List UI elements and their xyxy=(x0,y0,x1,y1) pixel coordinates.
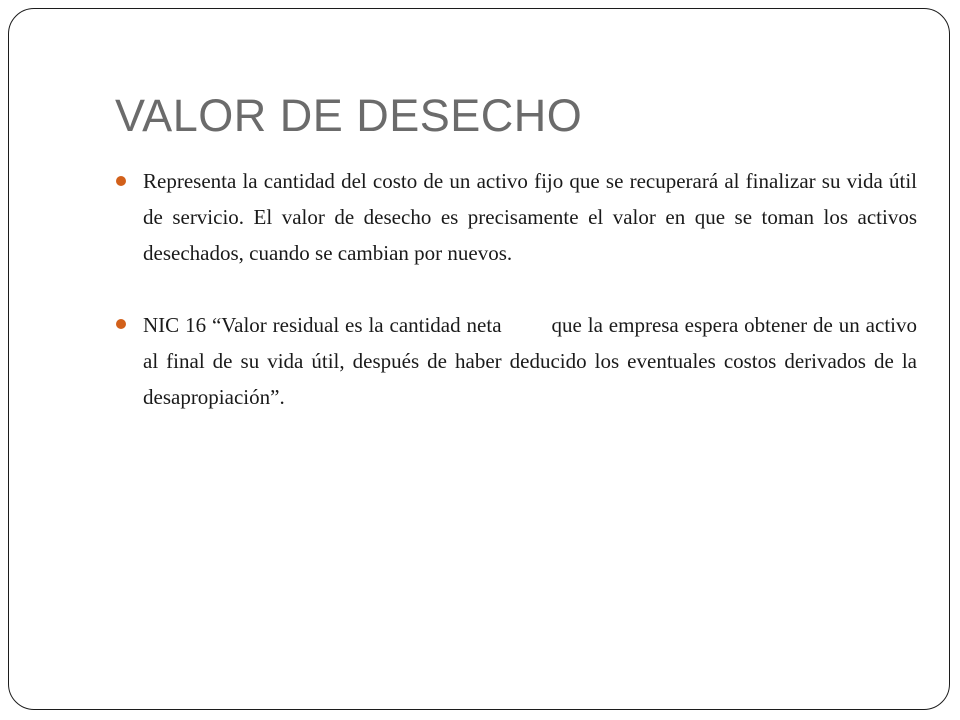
slide-title: VALOR DE DESECHO xyxy=(115,90,583,141)
bullet-text-nic16 xyxy=(143,307,917,415)
bullet-text-definition: Representa la cantidad del costo de un activo fijo que se recuperará al finalizar su vida útil de servicio. El valor de desecho es precisamente el valor en que se toman los activos desechados, cuando se cambian por nuevos. xyxy=(143,169,917,265)
bullet-dot-icon xyxy=(116,176,126,186)
bullet-text-nic16-part2: que la empresa espera obtener de un activo al final de su vida útil, después de haber deducido los eventuales costos derivados de la desapropiación”. xyxy=(143,313,917,409)
bullet-text-nic16-part1: NIC 16 “Valor residual es la cantidad neta xyxy=(143,313,502,337)
bullet-dot-icon xyxy=(116,319,126,329)
slide-frame xyxy=(8,8,950,710)
